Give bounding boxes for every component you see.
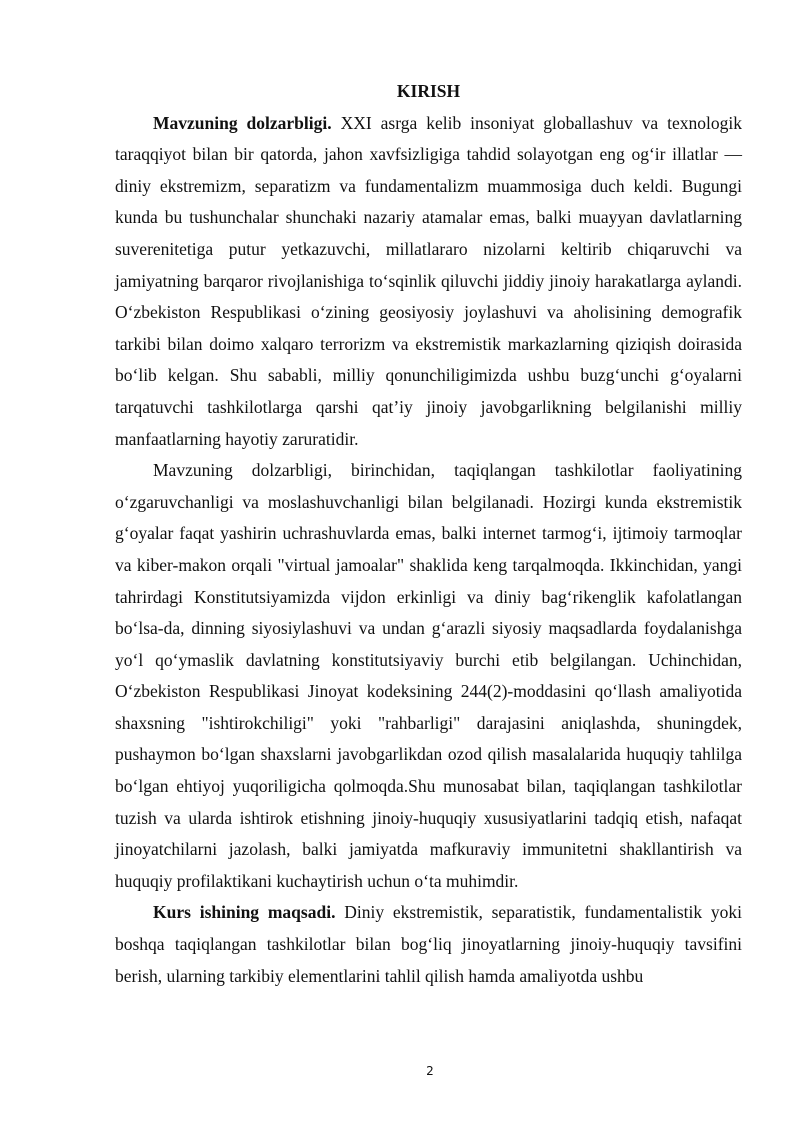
paragraph-text: XXI asrga kelib insoniyat globallashuv va texnologik taraqqiyot bilan bir qatorda, jahon xavfsizligiga tahdid solayotgan eng og‘ir illatlar — diniy ekstremizm, separatizm va fundamentalizm muammosiga duch keldi. Bugungi kunda bu tushunchalar shunchaki nazariy atamalar emas, balki muayyan davlatlarning suverenitetiga putur yetkazuvchi, millatlararo nizolarni keltirib chiqaruvchi va jamiyatning barqaror rivojlanishiga to‘sqinlik qiluvchi jiddiy jinoiy harakatlarga aylandi. O‘zbekiston Respublikasi o‘zining geosiyosiy joylashuvi va aholisining demografik tarkibi bilan doimo xalqaro terrorizm va ekstremistik markazlarning qiziqish doirasida bo‘lib kelgan. Shu sababli, milliy qonunchiligimizda ushbu buzg‘unchi g‘oyalarni tarqatuvchi tashkilotlarga qarshi qat’iy jinoiy javobgarlikning belgilanishi milliy manfaatlarning hayotiy zaruratidir. xyxy=(115,112,742,449)
page-title: KIRISH xyxy=(396,81,461,101)
paragraph-lead: Kurs ishining maqsadi. xyxy=(153,902,336,923)
paragraph-relevance xyxy=(115,108,742,456)
paragraph-course-goal xyxy=(115,897,742,992)
paragraph-relevance-details xyxy=(115,455,742,897)
paragraph-lead: Mavzuning dolzarbligi. xyxy=(153,112,332,133)
document-page xyxy=(115,76,742,992)
paragraph-text: Diniy ekstremistik, separatistik, fundamentalistik yoki boshqa taqiqlangan tashkilotlar bilan bog‘liq jinoyatlarning jinoiy-huquqiy tavsifini berish, ularning tarkibiy elementlarini tahlil qilish hamda amaliyotda ushbu xyxy=(115,902,743,986)
paragraph-text: Mavzuning dolzarbligi, birinchidan, taqiqlangan tashkilotlar faoliyatining o‘zgaruvchanligi va moslashuvchanligi bilan belgilanadi. Hozirgi kunda ekstremistik g‘oyalar faqat yashirin uchrashuvlarda emas, balki internet tarmog‘i, ijtimoiy tarmoqlar va kiber-makon orqali "virtual jamoalar" shaklida keng tarqalmoqda. Ikkinchidan, yangi tahrirdagi Konstitutsiyamizda vijdon erkinligi va diniy bag‘rikenglik kafolatlangan bo‘lsa-da, dinning siyosiylashuvi va undan g‘arazli siyosiy maqsadlarda foydalanishga yo‘l qo‘ymaslik davlatning konstitutsiyaviy burchi etib belgilangan. Uchinchidan, O‘zbekiston Respublikasi Jinoyat kodeksining 244(2)-moddasini qo‘llash amaliyotida shaxsning "ishtirokchiligi" yoki "rahbarligi" darajasini aniqlashda, shuningdek, pushaymon bo‘lgan shaxslarni javobgarlikdan ozod qilish masalalarida huquqiy tahlilga bo‘lgan ehtiyoj yuqoriligicha qolmoqda.Shu munosabat bilan, taqiqlangan tashkilotlar tuzish va ularda ishtirok etishning jinoiy-huquqiy xususiyatlarini tadqiq etish, nafaqat jinoyatchilarni jazolash, balki jamiyatda mafkuraviy immunitetni shakllantirish va huquqiy profilaktikani kuchaytirish uchun o‘ta muhimdir. xyxy=(115,460,742,891)
page-number: 2 xyxy=(426,1064,434,1078)
